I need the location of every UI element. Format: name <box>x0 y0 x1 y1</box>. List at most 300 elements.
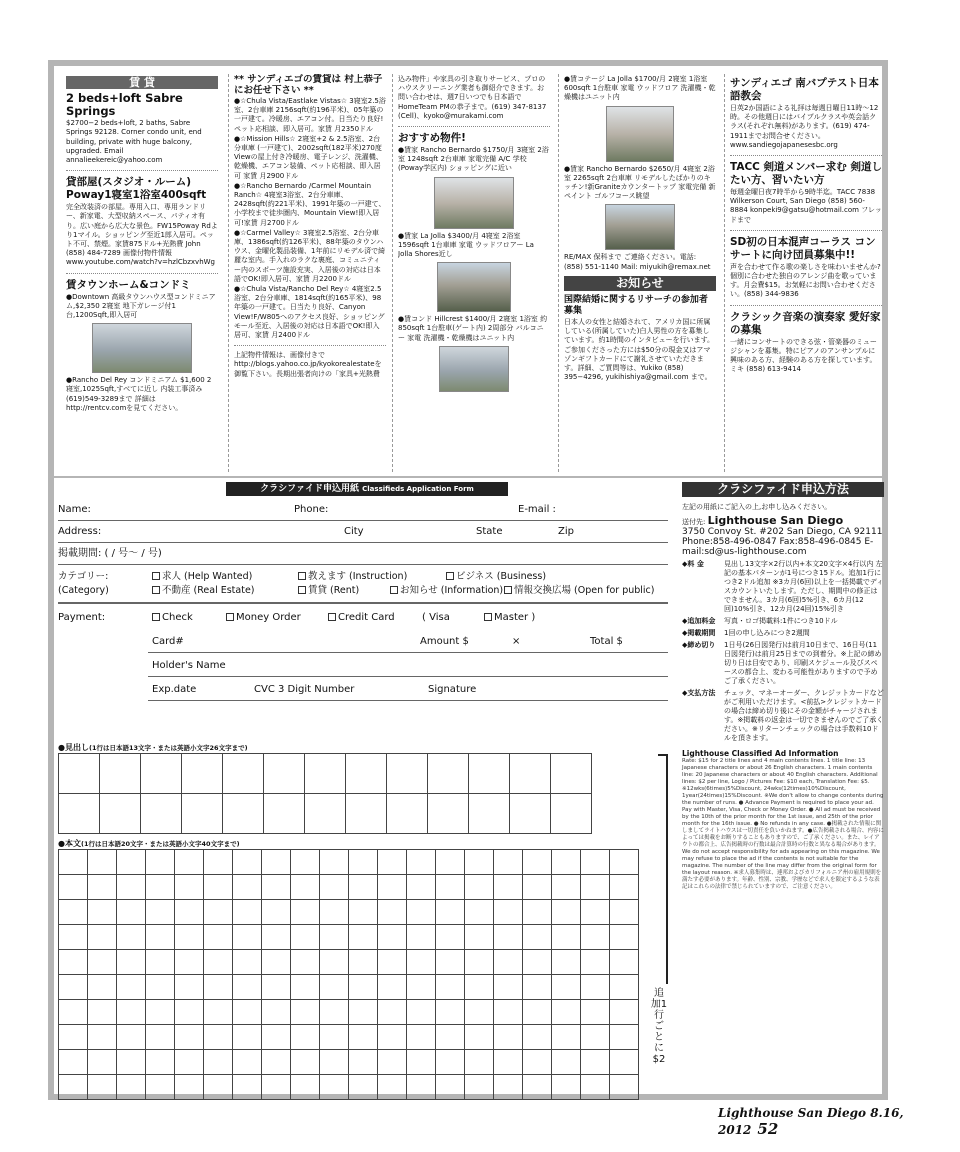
grid-cell[interactable] <box>378 975 407 1000</box>
listing: ●賃家 Rancho Bernardo $1750/月 3寝室 2浴室 1248sqft 2台車庫 家電完備 A/C 学校(Poway学区内) ショッピングに近い <box>398 146 549 173</box>
grid-cell[interactable] <box>436 1075 465 1100</box>
signature-label: Signature <box>428 684 477 695</box>
grid-cell[interactable] <box>494 1075 523 1100</box>
additional-fee: 写真・ロゴ掲載料:1件につき10ドル <box>724 617 838 625</box>
category-helpwanted[interactable]: 求人 (Help Wanted) <box>152 570 252 583</box>
address-field[interactable] <box>58 542 668 543</box>
grid-cell[interactable] <box>523 1000 552 1025</box>
grid-cell[interactable] <box>262 900 291 925</box>
times-sign: × <box>512 636 521 647</box>
grid-cell[interactable] <box>305 754 346 794</box>
grid-cell[interactable] <box>349 850 378 875</box>
grid-cell[interactable] <box>349 975 378 1000</box>
grid-cell[interactable] <box>141 754 182 794</box>
period-field[interactable] <box>58 564 668 565</box>
grid-cell[interactable] <box>291 975 320 1000</box>
grid-cell[interactable] <box>204 1000 233 1025</box>
grid-cell[interactable] <box>233 1075 262 1100</box>
grid-cell[interactable] <box>523 925 552 950</box>
grid-cell[interactable] <box>407 925 436 950</box>
grid-cell[interactable] <box>552 1000 581 1025</box>
grid-cell[interactable] <box>349 1000 378 1025</box>
card-field[interactable] <box>148 652 668 653</box>
grid-cell[interactable] <box>320 975 349 1000</box>
grid-cell[interactable] <box>204 975 233 1000</box>
grid-cell[interactable] <box>88 975 117 1000</box>
grid-cell[interactable] <box>262 1025 291 1050</box>
ad-title: 2 beds+loft Sabre Springs <box>66 91 183 119</box>
notice-body: 日本人の女性と結婚されて、アメリカ国に所属している(所属していた)白人男性の方を募集しています。約1時間のインタビューを行います。ご参加くださった方には$50分の現金又はアマゾンギフトカードにて謝礼させていただきます。詳細、ご質問等は、Yukiko (858) 395−4296, yukihishiya@gmail.com まで。 <box>564 318 715 382</box>
grid-cell[interactable] <box>610 925 639 950</box>
grid-cell[interactable] <box>291 950 320 975</box>
house-photo <box>434 177 514 229</box>
grid-cell[interactable] <box>378 1075 407 1100</box>
grid-cell[interactable] <box>204 925 233 950</box>
payment-money-order[interactable]: Money Order <box>226 610 301 626</box>
grid-cell[interactable] <box>407 1075 436 1100</box>
grid-cell[interactable] <box>88 950 117 975</box>
grid-cell[interactable] <box>204 850 233 875</box>
grid-cell[interactable] <box>223 754 264 794</box>
grid-cell[interactable] <box>320 1025 349 1050</box>
grid-cell[interactable] <box>552 875 581 900</box>
grid-cell[interactable] <box>146 1050 175 1075</box>
grid-cell[interactable] <box>59 975 88 1000</box>
grid-cell[interactable] <box>349 950 378 975</box>
grid-cell[interactable] <box>465 925 494 950</box>
grid-cell[interactable] <box>59 925 88 950</box>
grid-cell[interactable] <box>378 1000 407 1025</box>
grid-cell[interactable] <box>264 754 305 794</box>
grid-cell[interactable] <box>233 875 262 900</box>
grid-cell[interactable] <box>59 1050 88 1075</box>
ad-title: 賃タウンホーム&コンドミ <box>66 278 191 291</box>
name-label: Name: <box>58 504 91 515</box>
run-period: 1回の申し込みにつき2週間 <box>724 629 810 637</box>
fee-info: 見出し13文字×2行以内+本文20文字×4行以内 左記の基本パターンが1号につき15ドル。追加1行につき2ドル追加 ※3カ月(6回)以上を一括掲載でディスカウントいたします。ただし、期間中の修正はできません。3カ月(6回)5%引き、6カ月(12回)10%引き、12カ月(24回)15%引き <box>724 560 884 613</box>
grid-cell[interactable] <box>387 754 428 794</box>
state-label: State <box>476 526 503 537</box>
listing: ●賃家 La Jolla $3400/月 4寝室 2浴室 1596sqft 1台車庫 家電 ウッドフロアー La Jolla Shores近し <box>398 231 534 259</box>
grid-cell[interactable] <box>469 754 510 794</box>
exp-field[interactable] <box>148 700 668 701</box>
recommended-heading: おすすめ物件! <box>398 132 466 145</box>
grid-cell[interactable] <box>88 900 117 925</box>
grid-cell[interactable] <box>510 754 551 794</box>
grid-cell[interactable] <box>291 1050 320 1075</box>
grid-cell[interactable] <box>182 754 223 794</box>
ad-title: TACC 剣道メンバー求む 剣道したい方、習いたい方 <box>730 161 882 187</box>
grid-cell[interactable] <box>465 875 494 900</box>
grid-cell[interactable] <box>581 1050 610 1075</box>
grid-cell[interactable] <box>204 1075 233 1100</box>
payment-label: Payment: <box>58 612 106 623</box>
grid-cell[interactable] <box>117 850 146 875</box>
howto-intro: 左記の用紙にご記入の上,お申し込みください。 <box>682 503 832 511</box>
grid-cell[interactable] <box>465 975 494 1000</box>
grid-cell[interactable] <box>465 1025 494 1050</box>
grid-cell[interactable] <box>349 900 378 925</box>
grid-cell[interactable] <box>494 975 523 1000</box>
grid-cell[interactable] <box>581 975 610 1000</box>
grid-cell[interactable] <box>465 1000 494 1025</box>
grid-cell[interactable] <box>291 1000 320 1025</box>
grid-cell[interactable] <box>117 1025 146 1050</box>
grid-cell[interactable] <box>88 925 117 950</box>
grid-cell[interactable] <box>581 950 610 975</box>
column-listings-notice <box>564 74 716 472</box>
grid-cell[interactable] <box>262 975 291 1000</box>
grid-cell[interactable] <box>610 1050 639 1075</box>
grid-cell[interactable] <box>233 1050 262 1075</box>
grid-cell[interactable] <box>378 850 407 875</box>
grid-cell[interactable] <box>552 900 581 925</box>
grid-cell[interactable] <box>407 900 436 925</box>
grid-cell[interactable] <box>146 1025 175 1050</box>
grid-cell[interactable] <box>175 950 204 975</box>
grid-cell[interactable] <box>320 950 349 975</box>
grid-cell[interactable] <box>146 900 175 925</box>
grid-cell[interactable] <box>175 1025 204 1050</box>
headline-grid[interactable] <box>58 753 592 834</box>
grid-cell[interactable] <box>610 1000 639 1025</box>
ad-body: ●Downtown 高級タウンハウス型コンドミニアム,$2,350 2寝室 地下ガレージ付1台,1200Sqft,即入居可 <box>66 292 216 320</box>
house-photo <box>605 204 675 250</box>
listing: ●賃コンド Hillcrest $1400/月 2寝室 1浴室 約850sqft 1台駐車(ゲート内) 2周部分 バルコニー 家電 洗濯機・乾燥機はユニット内 <box>398 315 548 342</box>
grid-cell[interactable] <box>407 1050 436 1075</box>
info-body-en: Rate: $15 for 2 title lines and 4 main contents lines. 1 title line: 13 Japanese characters or about 26 English characters. 1 main contents line: 20 Japanese characters or about 40 English characters. Additional lines: $2 per line, Logo / Pictures Fee: $10 each, Translation Fee: $5. ※12wks(6times)5%Discount, 24wks(12times)10%Discount, 1year(24times)15%Discount. ※We don't allow to change contents during the number of runs. ● Advance Payment is required to place your ad. Pay with Master, Visa, Check or Money Order. ● All ad must be received by the 10th of the prior month for the 1st issue, and 25th of the prior month for the 16th issue. ● No refunds in any case. ●掲載された情報に関しましてライトハウスは一切責任を負いかねます。●広告掲載される場合、内容によっては掲載をお断りすることもありますので、ご了承ください。また、レイアウトの都合上、広告掲載時の行数は最合計算時の行数と異なる場合があります。We do not accept responsibility for ads appearing on this magazine. We may refuse to place the ad if the contents is not suitable for the magazine. The number of the line may differ from the original form for the layout reason. ※求人募集時は、連邦およびカリフォルニア州の雇用規則を満たす必要があります。年齢、性別、宗教、学歴などで求人を限定するような表記はこれらの法律で禁じられていますので、ご注意ください。 <box>682 758 884 890</box>
grid-cell[interactable] <box>146 975 175 1000</box>
grid-cell[interactable] <box>59 1000 88 1025</box>
grid-cell[interactable] <box>233 1025 262 1050</box>
payment-check[interactable]: Check <box>152 610 193 626</box>
exp-label: Exp.date <box>152 684 197 695</box>
grid-cell[interactable] <box>523 875 552 900</box>
grid-cell[interactable] <box>175 1075 204 1100</box>
grid-cell[interactable] <box>264 794 305 834</box>
grid-cell[interactable] <box>378 950 407 975</box>
grid-cell[interactable] <box>428 754 469 794</box>
grid-cell[interactable] <box>117 1050 146 1075</box>
ad-body: $2700−2 beds+loft, 2 baths, Sabre Springs 92128. Corner condo unit, end building, private with huge balcony, upgraded. Email annalieekereic@yahoo.com <box>66 119 202 165</box>
grid-cell[interactable] <box>204 900 233 925</box>
grid-cell[interactable] <box>552 1050 581 1075</box>
grid-cell[interactable] <box>407 975 436 1000</box>
category-rent[interactable]: 賃貸 (Rent) <box>298 584 359 597</box>
grid-cell[interactable] <box>59 1075 88 1100</box>
grid-cell[interactable] <box>581 925 610 950</box>
grid-cell[interactable] <box>175 1050 204 1075</box>
grid-cell[interactable] <box>523 1050 552 1075</box>
grid-cell[interactable] <box>407 950 436 975</box>
grid-cell[interactable] <box>88 1025 117 1050</box>
grid-cell[interactable] <box>204 875 233 900</box>
grid-cell[interactable] <box>59 754 100 794</box>
grid-cell[interactable] <box>436 1025 465 1050</box>
deadline: 1日号(26日図発行)は前月10日まで、16日号(11日図発行)は前月25日までの到着分。※上記の締め切り日は目安であり、印刷スケジュール及びスペースの都合上、変わる可能性がありますので予めご了承ください。 <box>724 641 882 685</box>
grid-cell[interactable] <box>523 1075 552 1100</box>
grid-cell[interactable] <box>117 1075 146 1100</box>
grid-cell[interactable] <box>262 875 291 900</box>
classified-application-form <box>54 476 882 1096</box>
ad-body: 一緒にコンサートのできる弦・管楽器のミュージシャンを募集。特にピアノのアンサンブルに興味のある方、経験のある方を探しています。ミキ (858) 613-9414 <box>730 337 877 374</box>
grid-cell[interactable] <box>320 925 349 950</box>
company-name: Lighthouse San Diego <box>707 514 844 527</box>
grid-cell[interactable] <box>581 900 610 925</box>
category-information[interactable]: お知らせ (Information) <box>390 584 503 597</box>
how-to-apply: クラシファイド申込方法 左記の用紙にご記入の上,お申し込みください。 送付先: Lighthouse San Diego 3750 Convoy St. #202 San Diego, CA 92111 Phone:858-496-0847 Fax:858-496-0845 E-mail:sd@us-lighthouse.com ◆料 金 見出し13文字×2行以内+本文20文字×4行以内 左記の基本パターンが1号につき15ドル。追加1行につき2ドル追加 ※3カ月(6回)以上を一括掲載でディスカウントいたします。ただし、期間中の修正はできません。3カ月(6回)5%引き、6カ月(12回)10%引き、12カ月(24回)15%引き ◆追加料金 写真・ロゴ掲載料:1件につき10ドル ◆掲載期間 1回の申し込みにつき2週間 ◆締め切り 1日号(26日図発行)は前月10日まで、16日号(11日図発行)は前月25日までの到着分。※上記の締め切り日は目安であり、印刷スケジュール及びスペースの都合上、変わる可能性がありますので予めご了承ください。 ◆支払方法 チェック、マネーオーダー、クレジットカードなどがご利用いただけます。<前払>クレジットカードの場合は締め切り後にその金額がチャージされます。※掲載料の返金は一切できませんのでご了承ください。※リターンチェックの場合は手数料10ドルを頂きます。 Lighthouse Classified Ad Information Rate: $15 for 2 title lines and 4 main contents lines. 1 title line: 13 Japanese characters or about 26 English characters. 1 main contents line: 20 Japanese characters or about 40 English characters. Additional lines: $2 per line, Logo / Pictures Fee: $10 each, Translation Fee: $5. ※12wks(6times)5%Discount, 24wks(12times)10%Discount, 1year(24times)15%Discount. ※We don't allow to change contents during the number of runs. ● Advance Payment is required to place your ad. Pay with Master, Visa, Check or Money Order. ● All ad must be received by the 10th of the prior month for the 1st issue, and 25th of the prior month for the 16th issue. ● No refunds in any case. ●掲載された情報に関しましてライトハウスは一切責任を負いかねます。●広告掲載される場合、内容によっては掲載をお断りすることもありますので、ご了承ください。また、レイアウトの都合上、広告掲載時の行数は最合計算時の行数と異なる場合があります。We do not accept responsibility for ads appearing on this magazine. We may refuse to place the ad if the contents is not suitable for the magazine. The number of the line may differ from the original form for the layout reason. ※求人募集時は、連邦およびカリフォルニア州の雇用規則を満たす必要があります。年齢、性別、宗教、学歴などで求人を限定するような表記はこれらの法律で禁じられていますので、ご注意ください。 <box>682 482 884 890</box>
grid-cell[interactable] <box>59 1025 88 1050</box>
city-label: City <box>344 526 364 537</box>
grid-cell[interactable] <box>223 794 264 834</box>
grid-cell[interactable] <box>320 1050 349 1075</box>
grid-cell[interactable] <box>233 925 262 950</box>
grid-cell[interactable] <box>175 850 204 875</box>
grid-cell[interactable] <box>436 900 465 925</box>
grid-cell[interactable] <box>349 925 378 950</box>
grid-cell[interactable] <box>378 1025 407 1050</box>
grid-cell[interactable] <box>436 975 465 1000</box>
grid-cell[interactable] <box>146 850 175 875</box>
grid-cell[interactable] <box>378 875 407 900</box>
grid-cell[interactable] <box>291 925 320 950</box>
grid-cell[interactable] <box>175 875 204 900</box>
grid-cell[interactable] <box>262 925 291 950</box>
grid-cell[interactable] <box>204 950 233 975</box>
grid-cell[interactable] <box>175 925 204 950</box>
payment-credit-card[interactable]: Credit Card <box>328 610 395 626</box>
grid-cell[interactable] <box>100 754 141 794</box>
grid-cell[interactable] <box>146 950 175 975</box>
category-openforum[interactable]: 情報交換広場 (Open for public) <box>504 584 655 597</box>
grid-cell[interactable] <box>262 1000 291 1025</box>
grid-cell[interactable] <box>610 1025 639 1050</box>
grid-cell[interactable] <box>262 950 291 975</box>
grid-cell[interactable] <box>407 1000 436 1025</box>
grid-cell[interactable] <box>146 925 175 950</box>
grid-cell[interactable] <box>581 1025 610 1050</box>
grid-cell[interactable] <box>146 875 175 900</box>
grid-cell[interactable] <box>175 975 204 1000</box>
grid-cell[interactable] <box>610 950 639 975</box>
grid-cell[interactable] <box>610 975 639 1000</box>
realtor-contact: 込み物件」や家具の引き取りサービス、プロのハウスクリーニング業者も御紹介できます。お問い合わせは、週7日いつでも日本語で HomeTeam PMの恭子まで。(619) 347-8137 (Cell)、kyoko@murakami.com <box>398 75 547 120</box>
grid-cell[interactable] <box>436 925 465 950</box>
grid-cell[interactable] <box>436 1050 465 1075</box>
remax-contact: RE/MAX 保科まで ご連絡ください。電話: (858) 551-1140 Mail: miyukih@remax.net <box>564 253 711 271</box>
holder-field[interactable] <box>148 676 668 677</box>
grid-cell[interactable] <box>436 1000 465 1025</box>
grid-cell[interactable] <box>59 794 100 834</box>
grid-cell[interactable] <box>59 850 88 875</box>
grid-cell[interactable] <box>59 950 88 975</box>
grid-cell[interactable] <box>233 950 262 975</box>
grid-cell[interactable] <box>117 900 146 925</box>
grid-cell[interactable] <box>233 1000 262 1025</box>
grid-cell[interactable] <box>117 875 146 900</box>
grid-cell[interactable] <box>146 1000 175 1025</box>
grid-cell[interactable] <box>465 1050 494 1075</box>
ad-title: サンディエゴ 南バプテスト日本語教会 <box>730 77 879 102</box>
grid-cell[interactable] <box>523 975 552 1000</box>
grid-cell[interactable] <box>88 1000 117 1025</box>
grid-cell[interactable] <box>117 950 146 975</box>
grid-cell[interactable] <box>320 900 349 925</box>
grid-cell[interactable] <box>378 1050 407 1075</box>
grid-cell[interactable] <box>233 975 262 1000</box>
grid-cell[interactable] <box>117 975 146 1000</box>
category-label-en: (Category) <box>58 585 109 596</box>
grid-cell[interactable] <box>494 900 523 925</box>
grid-cell[interactable] <box>291 875 320 900</box>
grid-cell[interactable] <box>349 1075 378 1100</box>
realtor-footnote: 上記物件情報は、画像付きで http://blogs.yahoo.co.jp/kyokorealestateを御覧下さい。長期出張者向けの「家具+光熱費 <box>234 351 382 378</box>
category-realestate[interactable]: 不動産 (Real Estate) <box>152 584 255 597</box>
grid-cell[interactable] <box>349 1025 378 1050</box>
payment-master[interactable]: Master ) <box>484 610 535 626</box>
grid-cell[interactable] <box>407 1025 436 1050</box>
ad-body: 声を合わせて作る歌の楽しさを味わいませんか?個別に合わせた独自のアレンジ曲を歌っています。月会費$15。お気軽にお問い合わせください。(858) 344-9836 <box>730 262 881 299</box>
company-address: 3750 Convoy St. #202 San Diego, CA 92111 Phone:858-496-0847 Fax:858-496-0845 E-mail:sd@us-lighthouse.com <box>682 527 883 557</box>
column-rent <box>66 74 218 472</box>
grid-cell[interactable] <box>552 1075 581 1100</box>
category-business[interactable]: ビジネス (Business) <box>446 570 546 583</box>
grid-cell[interactable] <box>59 875 88 900</box>
grid-cell[interactable] <box>581 875 610 900</box>
bracket <box>658 754 668 984</box>
grid-cell[interactable] <box>552 1025 581 1050</box>
headline-label: ●見出し <box>58 743 89 752</box>
grid-cell[interactable] <box>233 850 262 875</box>
payment-visa[interactable]: ( Visa <box>422 612 450 623</box>
grid-cell[interactable] <box>610 850 639 875</box>
grid-cell[interactable] <box>436 850 465 875</box>
grid-cell[interactable] <box>551 794 592 834</box>
ad-body: ●Rancho Del Rey コンドミニアム $1,600 2寝室,1025Sqft,すべてに近し 内装工事済み (619)549-3289まで 詳細は http://rentcv.comを見てください。 <box>66 376 212 412</box>
realtor-title: ** サンディエゴの賃貸は 村上恭子にお任せ下さい ** <box>234 74 383 96</box>
address-label: Address: <box>58 526 102 537</box>
holder-label: Holder's Name <box>152 660 226 671</box>
grid-cell[interactable] <box>510 794 551 834</box>
amount-label: Amount $ <box>420 636 469 647</box>
grid-cell[interactable] <box>349 1050 378 1075</box>
grid-cell[interactable] <box>262 850 291 875</box>
grid-cell[interactable] <box>494 1050 523 1075</box>
grid-cell[interactable] <box>523 950 552 975</box>
grid-cell[interactable] <box>552 975 581 1000</box>
grid-cell[interactable] <box>233 900 262 925</box>
grid-cell[interactable] <box>204 1050 233 1075</box>
grid-cell[interactable] <box>610 900 639 925</box>
grid-cell[interactable] <box>523 900 552 925</box>
grid-cell[interactable] <box>262 1075 291 1100</box>
grid-cell[interactable] <box>436 950 465 975</box>
name-field[interactable] <box>58 520 668 521</box>
grid-cell[interactable] <box>552 925 581 950</box>
page-footer: Lighthouse San Diego 8.16, 2012 52 <box>718 1106 904 1138</box>
listing: ●☆Rancho Bernardo /Carmel Mountain Ranch☆ 4寝室3浴室、2台分車庫、2428sqft(約221平米)、1991年築の一戸建て、小学校まで徒歩圏内、Mountain View!即入居可!家賃 月2700ドル <box>234 181 386 227</box>
grid-cell[interactable] <box>428 794 469 834</box>
ad-title: クラシック音楽の演奏家 愛好家の募集 <box>730 310 881 336</box>
grid-cell[interactable] <box>465 1075 494 1100</box>
grid-cell[interactable] <box>117 1000 146 1025</box>
grid-cell[interactable] <box>291 900 320 925</box>
grid-cell[interactable] <box>88 875 117 900</box>
grid-cell[interactable] <box>494 925 523 950</box>
grid-cell[interactable] <box>610 875 639 900</box>
grid-cell[interactable] <box>175 900 204 925</box>
grid-cell[interactable] <box>610 1075 639 1100</box>
grid-cell[interactable] <box>552 850 581 875</box>
grid-cell[interactable] <box>146 1075 175 1100</box>
grid-cell[interactable] <box>291 1025 320 1050</box>
grid-cell[interactable] <box>117 925 146 950</box>
grid-cell[interactable] <box>469 794 510 834</box>
grid-cell[interactable] <box>305 794 346 834</box>
grid-cell[interactable] <box>349 875 378 900</box>
grid-cell[interactable] <box>346 754 387 794</box>
grid-cell[interactable] <box>407 875 436 900</box>
grid-cell[interactable] <box>551 754 592 794</box>
grid-cell[interactable] <box>320 1000 349 1025</box>
grid-cell[interactable] <box>581 1000 610 1025</box>
grid-cell[interactable] <box>494 850 523 875</box>
category-instruction[interactable]: 教えます (Instruction) <box>298 570 407 583</box>
grid-cell[interactable] <box>320 850 349 875</box>
grid-cell[interactable] <box>465 900 494 925</box>
grid-cell[interactable] <box>581 1075 610 1100</box>
grid-cell[interactable] <box>59 900 88 925</box>
grid-cell[interactable] <box>494 875 523 900</box>
grid-cell[interactable] <box>320 1075 349 1100</box>
zip-label: Zip <box>558 526 574 537</box>
grid-cell[interactable] <box>378 925 407 950</box>
grid-cell[interactable] <box>378 900 407 925</box>
grid-cell[interactable] <box>436 875 465 900</box>
grid-cell[interactable] <box>523 850 552 875</box>
grid-cell[interactable] <box>494 1000 523 1025</box>
grid-cell[interactable] <box>465 850 494 875</box>
grid-cell[interactable] <box>291 850 320 875</box>
grid-cell[interactable] <box>552 950 581 975</box>
grid-cell[interactable] <box>291 1075 320 1100</box>
body-label: ●本文 <box>58 839 81 848</box>
grid-cell[interactable] <box>88 1050 117 1075</box>
grid-cell[interactable] <box>465 950 494 975</box>
column-recommended <box>398 74 550 472</box>
grid-cell[interactable] <box>175 1000 204 1025</box>
grid-cell[interactable] <box>407 850 436 875</box>
grid-cell[interactable] <box>100 794 141 834</box>
grid-cell[interactable] <box>494 950 523 975</box>
grid-cell[interactable] <box>262 1050 291 1075</box>
grid-cell[interactable] <box>88 850 117 875</box>
condo-photo <box>439 346 509 392</box>
grid-cell[interactable] <box>523 1025 552 1050</box>
grid-cell[interactable] <box>387 794 428 834</box>
grid-cell[interactable] <box>320 875 349 900</box>
grid-cell[interactable] <box>346 794 387 834</box>
listing: ●☆Mission Hills☆ 2寝室+2 & 2.5浴室、2台分車庫 (一戸建て)、2002sqft(182平米)270度Viewの屋上付き冷暖房、電子レンジ、洗濯機、乾燥機、エアコン装備、ペット応相談、即入居可 家賃 月2900ドル <box>234 134 383 180</box>
grid-cell[interactable] <box>204 1025 233 1050</box>
grid-cell[interactable] <box>581 850 610 875</box>
grid-cell[interactable] <box>182 794 223 834</box>
grid-cell[interactable] <box>141 794 182 834</box>
grid-cell[interactable] <box>88 1075 117 1100</box>
grid-cell[interactable] <box>494 1025 523 1050</box>
listing: ●賃家 Rancho Bernardo $2650/月 4寝室 2浴室 2265sqft 2台車庫 リモデルしたばかりのキッチン!新Graniteカウンタートップ 家電完備 新ペイント ゴルフコース眺望 <box>564 164 716 201</box>
body-grid[interactable] <box>58 849 639 1100</box>
